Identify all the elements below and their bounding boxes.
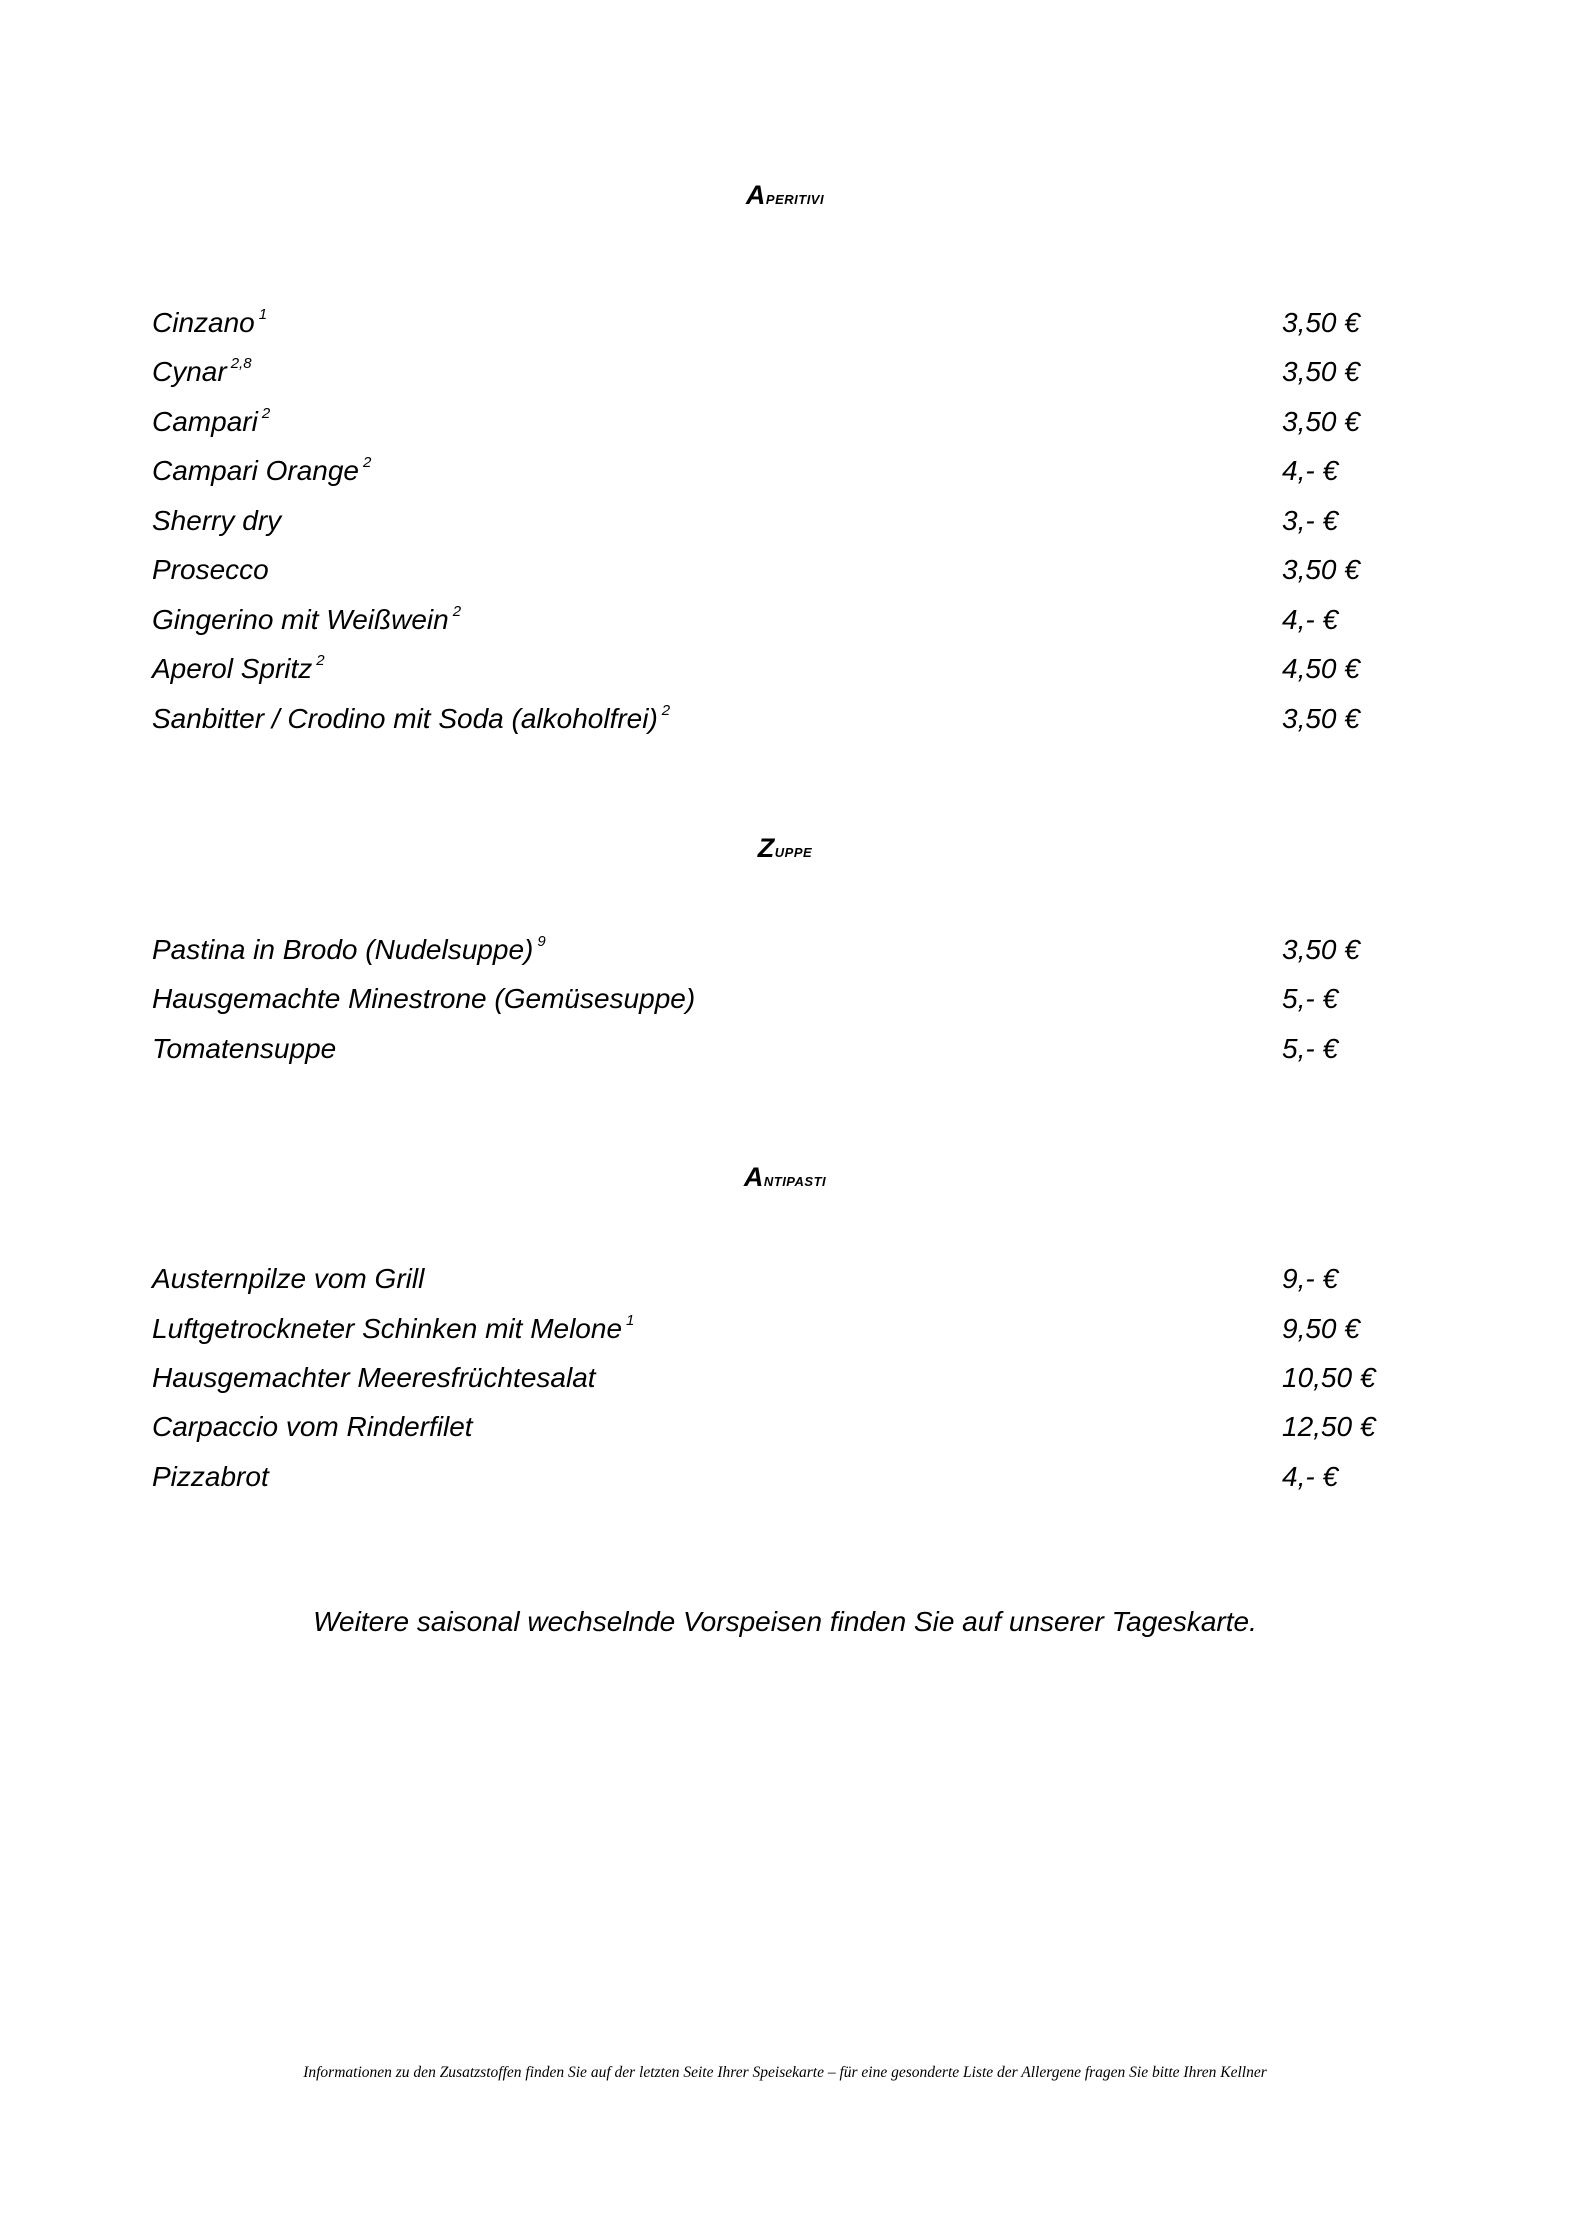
- item-name: Austernpilze vom Grill: [152, 1263, 425, 1294]
- menu-item: [0, 550, 1570, 590]
- menu-item: [0, 1259, 1570, 1299]
- item-name: Gingerino mit Weißwein $^2$: [152, 603, 462, 635]
- item-price: 5,- €: [1282, 983, 1339, 1014]
- section-heading-antipasti: [0, 1162, 1570, 1193]
- item-price: 3,50 €: [1282, 703, 1360, 734]
- menu-item: [0, 979, 1570, 1019]
- menu-item: [0, 1407, 1570, 1447]
- item-price: 4,- €: [1282, 604, 1339, 635]
- item-name: Pizzabrot: [152, 1461, 269, 1492]
- item-price: 3,50 €: [1282, 307, 1360, 338]
- menu-item: [0, 649, 1570, 689]
- item-price: 4,- €: [1282, 1461, 1339, 1492]
- section-heading-zuppe: [0, 833, 1570, 864]
- menu-item: [0, 1358, 1570, 1398]
- additive-note: 2: [452, 603, 462, 620]
- item-name: Campari $^2$: [152, 405, 271, 437]
- additive-note: 2: [261, 405, 271, 422]
- item-price: 12,50 €: [1282, 1411, 1376, 1442]
- seasonal-note: Weitere saisonal wechselnde Vorspeisen finden Sie auf unserer Tageskarte.: [313, 1606, 1257, 1637]
- item-name: Tomatensuppe: [152, 1033, 337, 1064]
- item-name: Sanbitter / Crodino mit Soda (alkoholfrei) $^2$: [152, 702, 671, 734]
- heading-rest: uppe: [774, 841, 813, 862]
- item-price: 10,50 €: [1282, 1362, 1376, 1393]
- additive-note: 1: [258, 306, 268, 323]
- section-heading-aperitivi: [0, 180, 1570, 211]
- menu-item: [0, 402, 1570, 442]
- item-name: Prosecco: [152, 554, 269, 585]
- additive-note: 9: [537, 933, 546, 950]
- item-name: Luftgetrockneter Schinken mit Melone $^1$: [152, 1312, 635, 1344]
- additive-note: 2: [661, 702, 671, 719]
- menu-item: [0, 600, 1570, 640]
- allergen-footer: Informationen zu den Zusatzstoffen finden Sie auf der letzten Seite Ihrer Speisekarte – für eine gesonderte Liste der Allergene fragen Sie bitte Ihren Kellner: [303, 2064, 1267, 2081]
- item-price: 3,50 €: [1282, 406, 1360, 437]
- item-name: Carpaccio vom Rinderfilet: [152, 1411, 473, 1442]
- item-price: 4,- €: [1282, 455, 1339, 486]
- item-price: 3,50 €: [1282, 356, 1360, 387]
- item-price: 9,50 €: [1282, 1313, 1360, 1344]
- menu-item: [0, 501, 1570, 541]
- heading-rest: peritivi: [765, 188, 825, 209]
- item-price: 3,- €: [1282, 505, 1339, 536]
- menu-item: [0, 699, 1570, 739]
- item-name: Cynar $^{2,8}$: [152, 355, 252, 387]
- heading-initial: A: [745, 180, 766, 210]
- item-price: 5,- €: [1282, 1033, 1339, 1064]
- menu-item: [0, 1457, 1570, 1497]
- heading-rest: ntipasti: [763, 1170, 827, 1191]
- item-price: 3,50 €: [1282, 934, 1360, 965]
- item-name: Campari Orange $^2$: [152, 454, 372, 486]
- item-name: Sherry dry: [152, 505, 282, 536]
- item-price: 9,- €: [1282, 1263, 1339, 1294]
- additive-note: 2: [316, 652, 325, 669]
- item-name: Aperol Spritz $^2$: [152, 652, 325, 684]
- additive-note: 2,8: [230, 355, 252, 372]
- menu-item: [0, 303, 1570, 343]
- item-price: 4,50 €: [1282, 653, 1360, 684]
- item-name: Hausgemachter Meeresfrüchtesalat: [152, 1362, 596, 1393]
- additive-note: 2: [362, 454, 372, 471]
- menu-item: [0, 352, 1570, 392]
- item-name: Pastina in Brodo (Nudelsuppe) $^9$: [152, 933, 546, 965]
- item-name: Cinzano $^1$: [152, 306, 268, 338]
- menu-item: [0, 1309, 1570, 1349]
- heading-initial: Z: [757, 833, 775, 863]
- menu-item: [0, 451, 1570, 491]
- menu-item: [0, 930, 1570, 970]
- menu-item: [0, 1029, 1570, 1069]
- item-price: 3,50 €: [1282, 554, 1360, 585]
- additive-note: 1: [626, 1312, 635, 1329]
- item-name: Hausgemachte Minestrone (Gemüsesuppe): [152, 983, 696, 1014]
- heading-initial: A: [743, 1162, 764, 1192]
